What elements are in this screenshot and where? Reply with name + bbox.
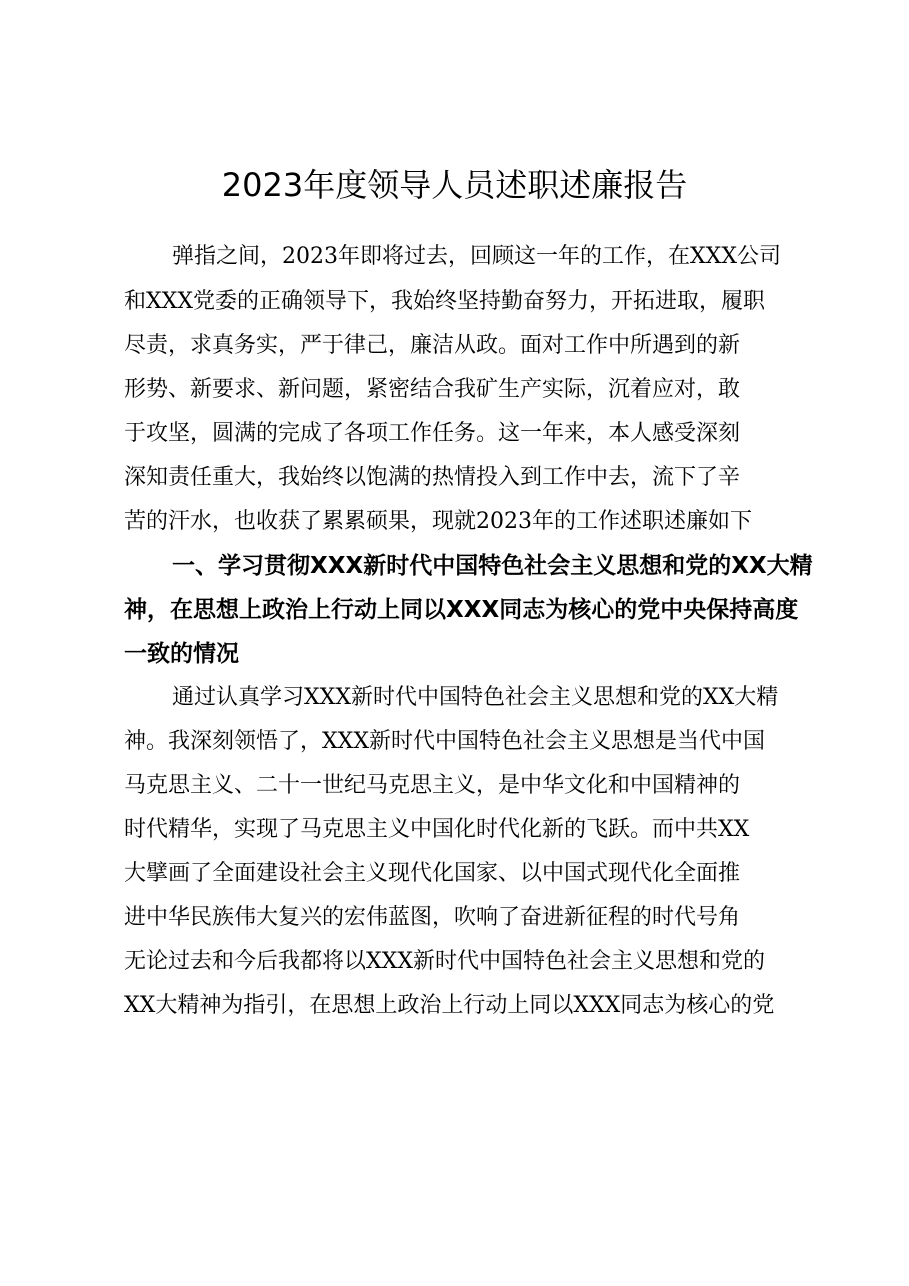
section-heading-line-1: 一、学习贯彻XXX新时代中国特色社会主义思想和党的XX大精 [172,553,813,579]
paragraph-1-line-1: 弹指之间，2023年即将过去，回顾这一年的工作，在XXX公司 [172,244,781,269]
paragraph-2-line-3: 马克思主义、二十一世纪马克思主义，是中华文化和中国精神的 [124,773,741,798]
paragraph-1-line-7: 苦的汗水，也收获了累累硕果，现就2023年的工作述职述廉如下 [124,509,752,534]
paragraph-2-line-7: 无论过去和今后我都将以XXX新时代中国特色社会主义思想和党的 [124,949,765,974]
paragraph-1-line-2: 和XXX党委的正确领导下，我始终坚持勤奋努力，开拓进取，履职 [124,289,765,314]
paragraph-1-line-4: 形势、新要求、新问题，紧密结合我矿生产实际，沉着应对，敢 [124,377,741,402]
paragraph-2-line-8: XX大精神为指引，在思想上政治上行动上同以XXX同志为核心的党 [124,993,775,1018]
paragraph-2-line-5: 大擘画了全面建设社会主义现代化国家、以中国式现代化全面推 [124,861,741,886]
paragraph-1-line-5: 于攻坚，圆满的完成了各项工作任务。这一年来，本人感受深刻 [124,421,741,446]
paragraph-1-line-6: 深知责任重大，我始终以饱满的热情投入到工作中去，流下了辛 [124,465,741,490]
section-heading-line-2: 神，在思想上政治上行动上同以XXX同志为核心的党中央保持高度 [124,597,799,623]
section-heading-line-3: 一致的情况 [124,641,239,667]
paragraph-2-line-2: 神。我深刻领悟了，XXX新时代中国特色社会主义思想是当代中国 [124,729,765,754]
paragraph-2-line-1: 通过认真学习XXX新时代中国特色社会主义思想和党的XX大精 [172,685,779,710]
paragraph-2-line-4: 时代精华，实现了马克思主义中国化时代化新的飞跃。而中共XX [124,817,750,842]
paragraph-1-line-3: 尽责，求真务实，严于律己，廉洁从政。面对工作中所遇到的新 [124,333,741,358]
document-title: 2023年度领导人员述职述廉报告 [221,166,688,204]
paragraph-2-line-6: 进中华民族伟大复兴的宏伟蓝图，吹响了奋进新征程的时代号角 [124,905,741,930]
